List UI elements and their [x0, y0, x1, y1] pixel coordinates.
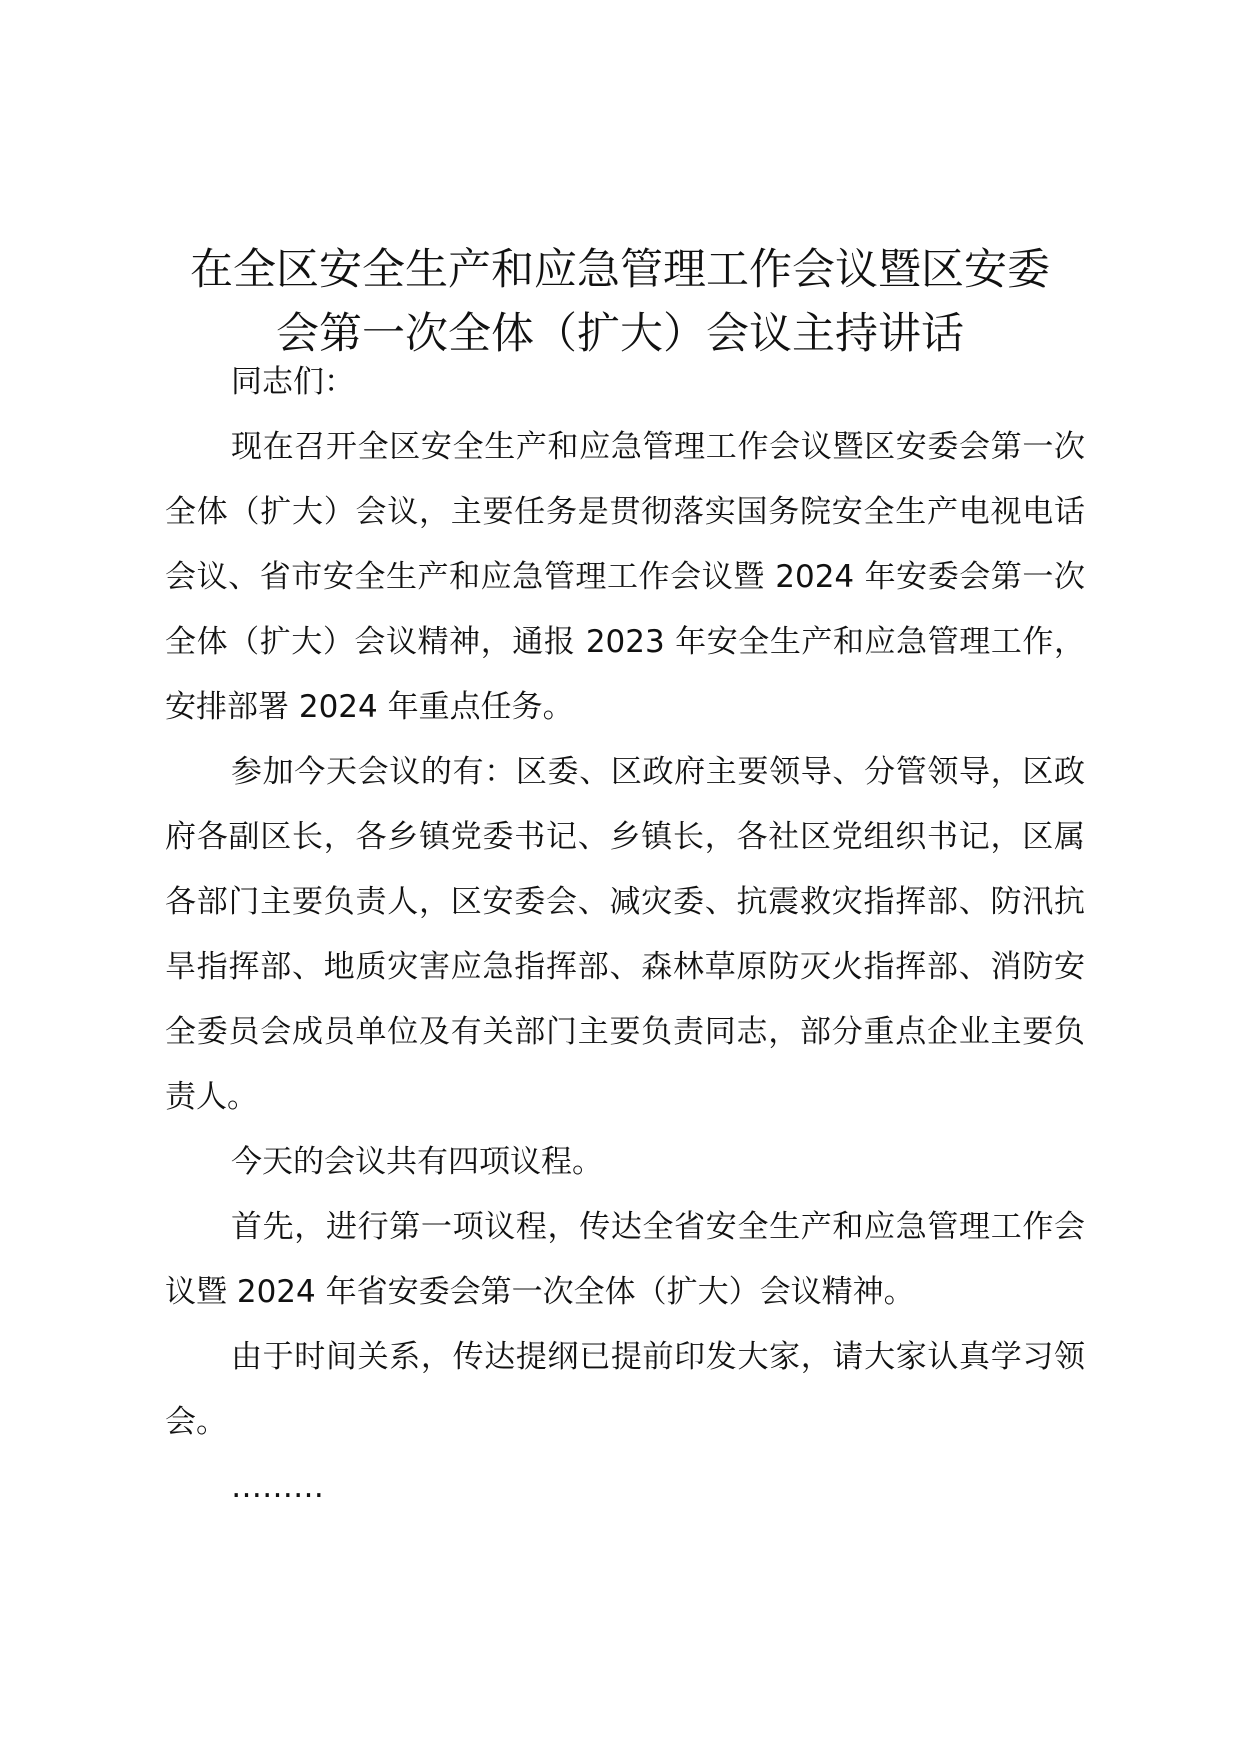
paragraph-agenda-count: 今天的会议共有四项议程。: [231, 1144, 603, 1180]
ellipsis: ………: [231, 1469, 324, 1505]
paragraph-purpose: 现在召开全区安全生产和应急管理工作会议暨区安委会第一次全体（扩大）会议，主要任务是贯彻落实国务院安全生产电视电话会议、省市安全生产和应急管理工作会议暨 2024 年安委会第一次全体（扩大）会议精神，通报 2023 年安全生产和应急管理工作，安排部署 2024 年重点任务。: [165, 429, 1085, 725]
document-title: [150, 238, 1090, 366]
paragraph-attendees: 参加今天会议的有：区委、区政府主要领导、分管领导，区政府各副区长，各乡镇党委书记、乡镇长，各社区党组织书记，区属各部门主要负责人，区安委会、减灾委、抗震救灾指挥部、防汛抗旱指挥部、地质灾害应急指挥部、森林草原防灭火指挥部、消防安全委员会成员单位及有关部门主要负责同志，部分重点企业主要负责人。: [165, 754, 1085, 1115]
title-line-2: 会第一次全体（扩大）会议主持讲话: [276, 309, 964, 359]
paragraph-first-item: 首先，进行第一项议程，传达全省安全生产和应急管理工作会议暨 2024 年省安委会第一次全体（扩大）会议精神。: [165, 1209, 1085, 1310]
body-paragraphs: [165, 415, 1085, 1520]
salutation: 同志们：: [231, 364, 355, 400]
paragraph-handout: 由于时间关系，传达提纲已提前印发大家，请大家认真学习领会。: [165, 1339, 1085, 1440]
title-line-1: 在全区安全生产和应急管理工作会议暨区安委: [190, 245, 1050, 295]
